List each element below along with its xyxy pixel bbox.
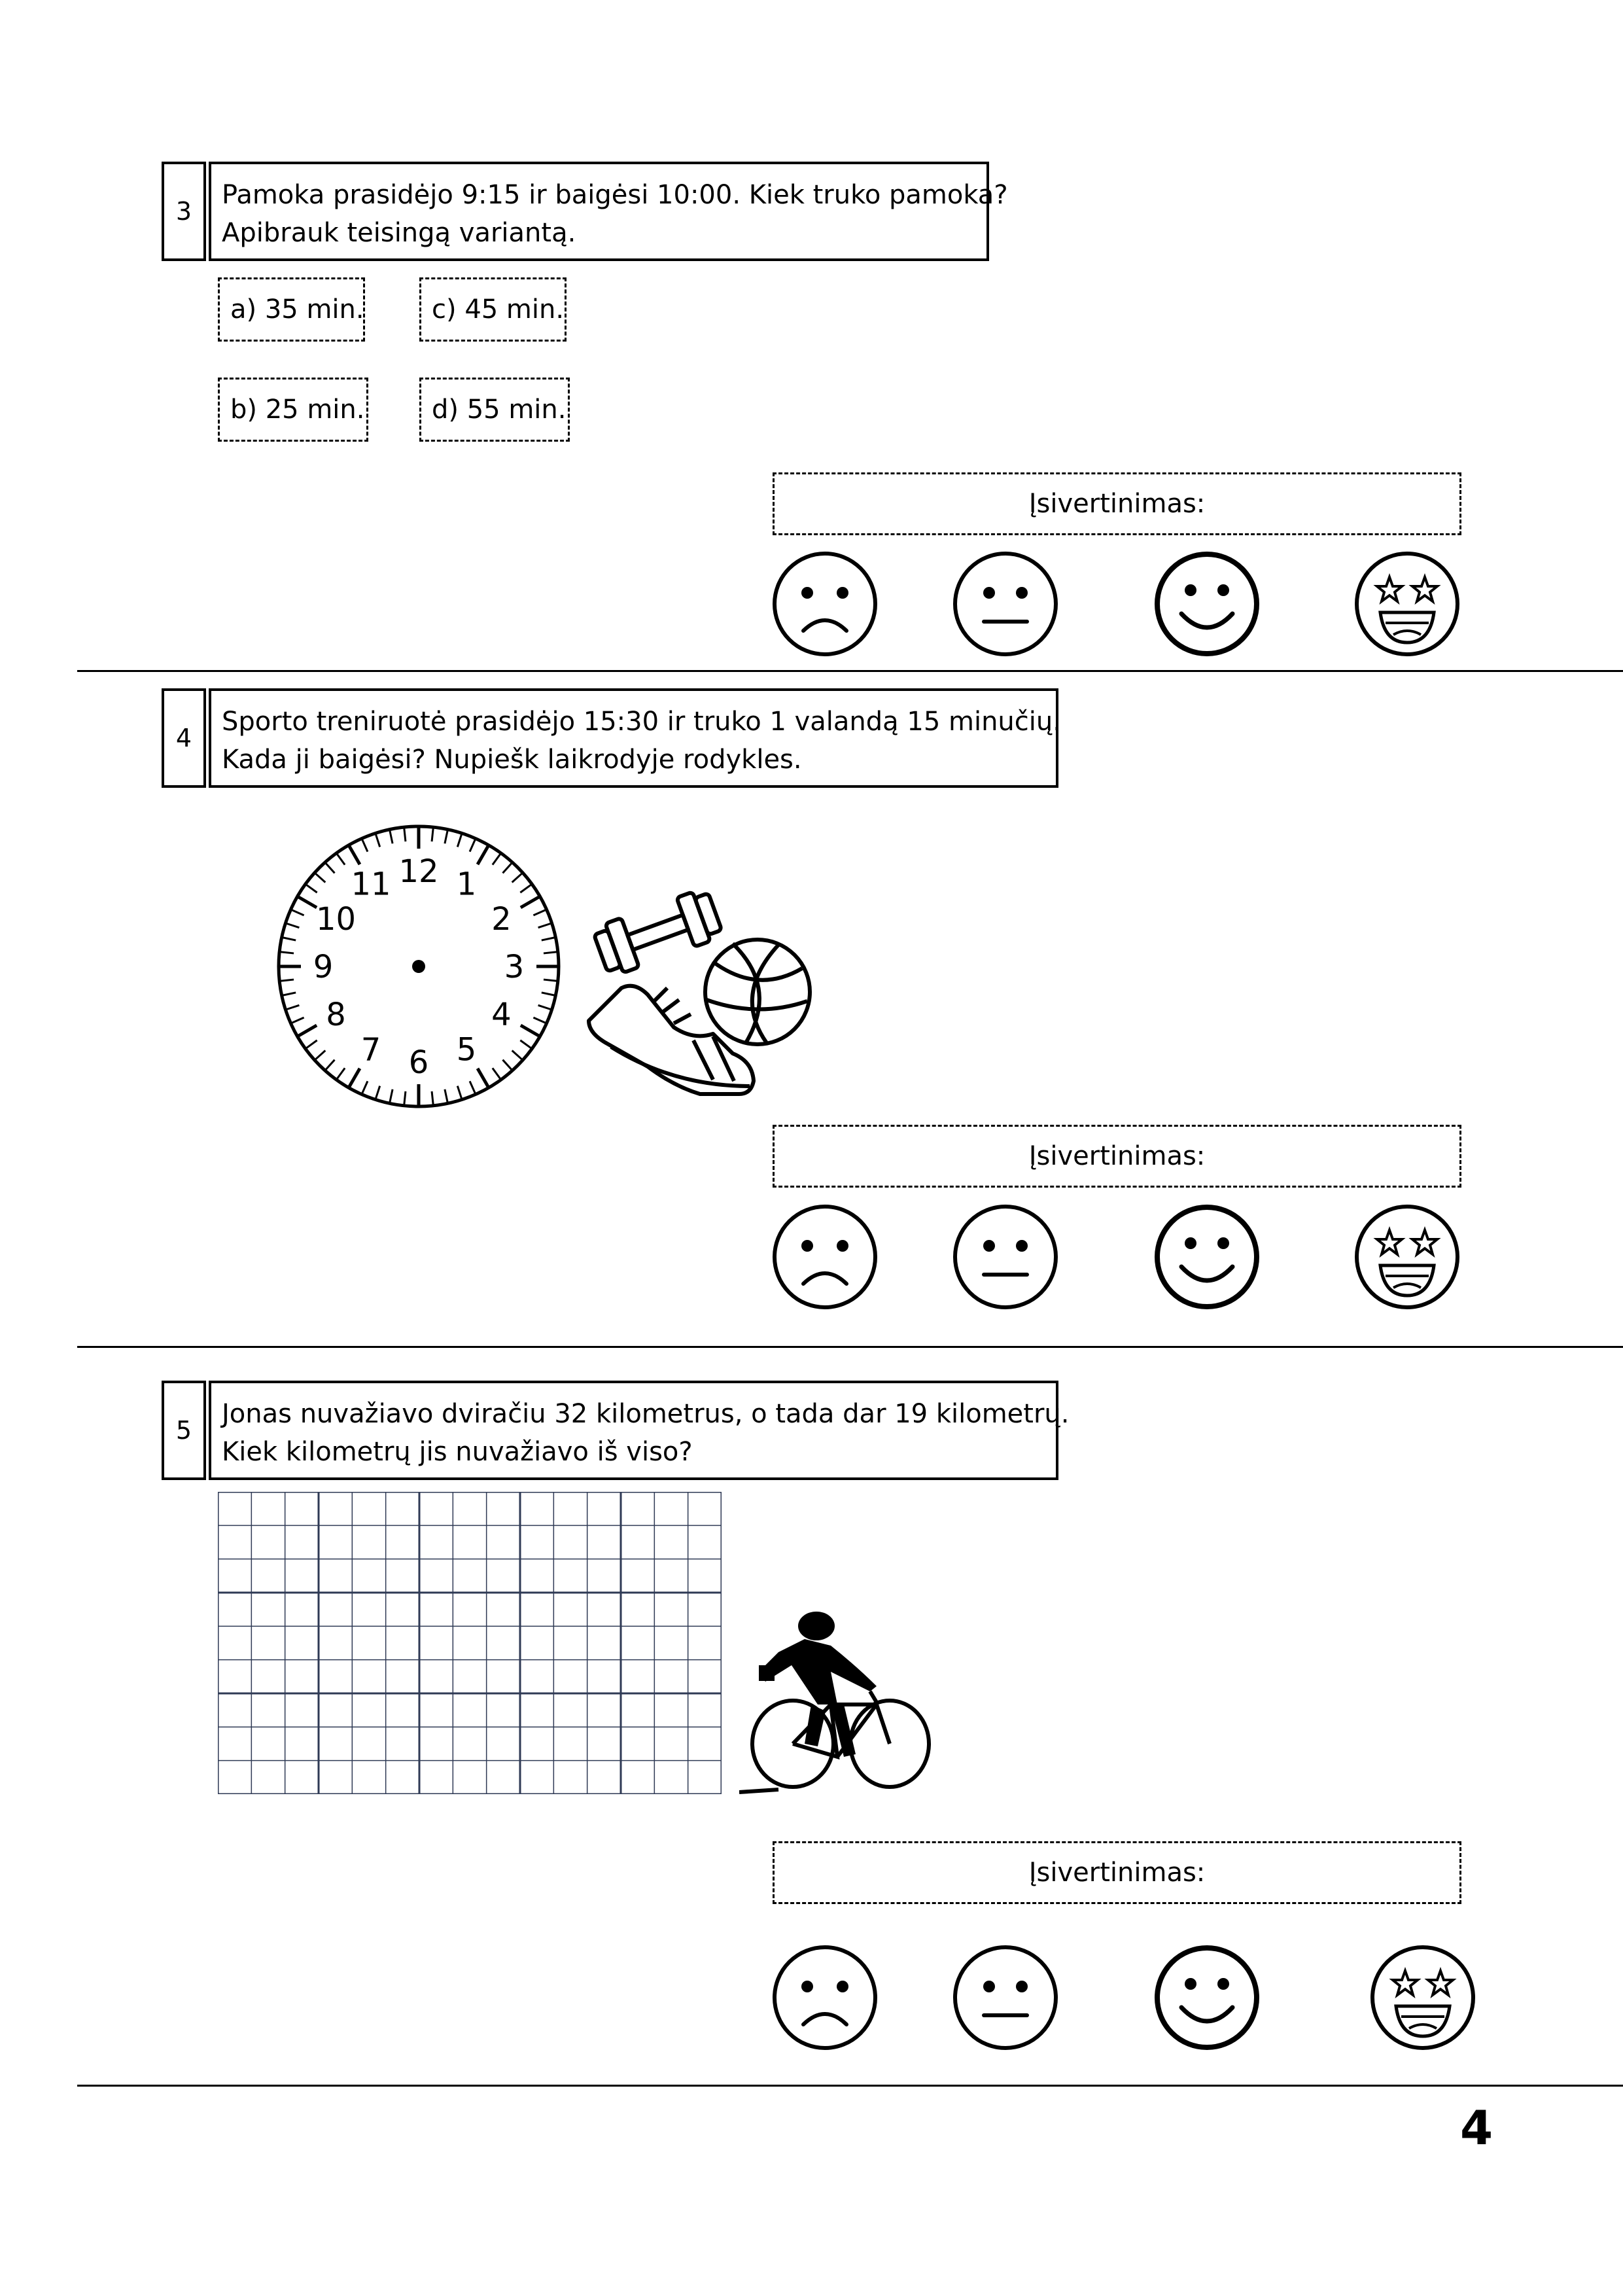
clock-number: 5 — [456, 1031, 477, 1069]
clock-tick — [298, 896, 317, 908]
clock-tick — [279, 952, 294, 953]
clock-tick — [538, 1005, 552, 1010]
clock-number: 7 — [360, 1031, 381, 1069]
clock-tick — [390, 1089, 393, 1104]
question-line: Jonas nuvažiavo dviračiu 32 kilometrus, o tada dar 19 kilometrų. — [222, 1399, 1070, 1429]
clock-tick — [404, 1091, 406, 1106]
clock-tick — [285, 923, 299, 928]
clock-tick — [349, 1069, 360, 1087]
question-line: Pamoka prasidėjo 9:15 ir baigėsi 10:00. Kiek truko pamoka? — [222, 180, 1008, 210]
clock-tick — [349, 845, 360, 864]
clock-tick — [305, 884, 317, 892]
clock-face[interactable] — [273, 821, 564, 1112]
task-4-question — [209, 688, 1061, 788]
self-assessment-box: Įsivertinimas: — [773, 472, 1461, 535]
question-line: Apibrauk teisingą variantą. — [222, 218, 576, 248]
clock-tick — [336, 1068, 345, 1080]
clock-tick — [390, 830, 393, 844]
clock-tick — [315, 1050, 325, 1060]
clock-number: 12 — [398, 853, 439, 890]
task-5-number — [162, 1381, 206, 1480]
question-line: Kiek kilometrų jis nuvažiavo iš viso? — [222, 1437, 693, 1467]
section-divider — [77, 1346, 1623, 1348]
sad-face-icon[interactable] — [771, 550, 879, 661]
task-3-question — [209, 162, 1008, 261]
neutral-face-icon[interactable] — [951, 1943, 1060, 2055]
task-number: 4 — [175, 724, 192, 752]
clock-tick — [533, 1017, 546, 1023]
emoji-row-task-3 — [771, 550, 1477, 658]
emoji-row-task-4 — [771, 1203, 1477, 1311]
clock-tick — [512, 1050, 523, 1060]
clock-tick — [279, 980, 294, 981]
clock-tick — [493, 1068, 501, 1080]
clock-tick — [285, 1005, 299, 1010]
clock-tick — [305, 1040, 317, 1049]
page-number: 4 — [1460, 2100, 1493, 2155]
self-assessment-box: Įsivertinimas: — [773, 1125, 1461, 1188]
clock-tick — [478, 1069, 489, 1087]
sad-face-icon[interactable] — [771, 1203, 879, 1314]
sports-equipment-icon — [582, 890, 818, 1112]
clock-tick — [478, 845, 489, 864]
task-number: 5 — [175, 1416, 192, 1445]
smiling-face-icon[interactable] — [1153, 1203, 1261, 1314]
clock-number: 6 — [408, 1044, 429, 1081]
question-line: Kada ji baigėsi? Nupiešk laikrodyje rodykles. — [222, 745, 802, 775]
clock-tick — [544, 980, 558, 981]
clock-tick — [375, 1086, 380, 1100]
star-eyes-face-icon[interactable] — [1353, 550, 1461, 661]
star-eyes-face-icon[interactable] — [1369, 1943, 1477, 2055]
clock-tick — [521, 896, 540, 908]
answer-option-c[interactable]: c) 45 min. — [419, 277, 567, 342]
clock-tick — [544, 952, 558, 953]
clock-tick — [298, 1025, 317, 1036]
clock-tick — [502, 1060, 512, 1070]
section-divider — [77, 670, 1623, 672]
clock-number: 1 — [456, 866, 477, 903]
question-line: Sporto treniruotė prasidėjo 15:30 ir truko 1 valandą 15 minučių. — [222, 707, 1061, 737]
clock-tick — [325, 862, 335, 873]
clock-tick — [542, 993, 556, 996]
neutral-face-icon[interactable] — [951, 1203, 1060, 1314]
clock-tick — [362, 1081, 368, 1094]
task-3-number — [162, 162, 206, 261]
clock-tick — [542, 938, 556, 941]
smiling-face-icon[interactable] — [1153, 550, 1261, 661]
clock-tick — [432, 827, 433, 841]
clock-number: 9 — [313, 949, 334, 985]
star-eyes-face-icon[interactable] — [1353, 1203, 1461, 1314]
clock-tick — [457, 833, 462, 847]
calculation-grid[interactable] — [218, 1492, 722, 1794]
answer-option-d[interactable]: d) 55 min. — [419, 378, 570, 442]
clock-number: 11 — [351, 866, 391, 903]
clock-tick — [282, 993, 296, 996]
smiling-face-icon[interactable] — [1153, 1943, 1261, 2055]
self-assessment-box: Įsivertinimas: — [773, 1841, 1461, 1904]
task-5-question — [209, 1381, 1070, 1480]
section-divider — [77, 2085, 1623, 2087]
clock-tick — [445, 1089, 448, 1104]
clock-tick — [291, 910, 304, 915]
clock-tick — [336, 853, 345, 865]
clock-tick — [315, 873, 325, 883]
clock-tick — [512, 873, 523, 883]
emoji-row-task-5 — [771, 1943, 1490, 2052]
clock-tick — [521, 1025, 540, 1036]
clock-tick — [520, 884, 532, 892]
clock-tick — [520, 1040, 532, 1049]
clock-tick — [493, 853, 501, 865]
clock-tick — [457, 1086, 462, 1100]
clock-number: 10 — [316, 901, 357, 938]
clock-tick — [432, 1091, 433, 1106]
clock-tick — [470, 1081, 476, 1094]
clock-tick — [502, 862, 512, 873]
clock-number: 3 — [504, 949, 525, 985]
neutral-face-icon[interactable] — [951, 550, 1060, 661]
answer-option-a[interactable]: a) 35 min. — [218, 277, 365, 342]
clock-tick — [404, 827, 406, 841]
clock-tick — [325, 1060, 335, 1070]
task-number: 3 — [175, 197, 192, 226]
clock-tick — [375, 833, 380, 847]
task-4-number — [162, 688, 206, 788]
sad-face-icon[interactable] — [771, 1943, 879, 2055]
clock-tick — [282, 938, 296, 941]
clock-tick — [538, 923, 552, 928]
clock-number: 4 — [491, 997, 512, 1033]
clock-tick — [445, 830, 448, 844]
cyclist-icon — [739, 1606, 935, 1796]
clock-number: 2 — [491, 901, 512, 938]
clock-tick — [470, 839, 476, 852]
clock-tick — [291, 1017, 304, 1023]
answer-option-b[interactable]: b) 25 min. — [218, 378, 368, 442]
clock-tick — [533, 910, 546, 915]
clock-number: 8 — [326, 997, 346, 1033]
clock-tick — [362, 839, 368, 852]
